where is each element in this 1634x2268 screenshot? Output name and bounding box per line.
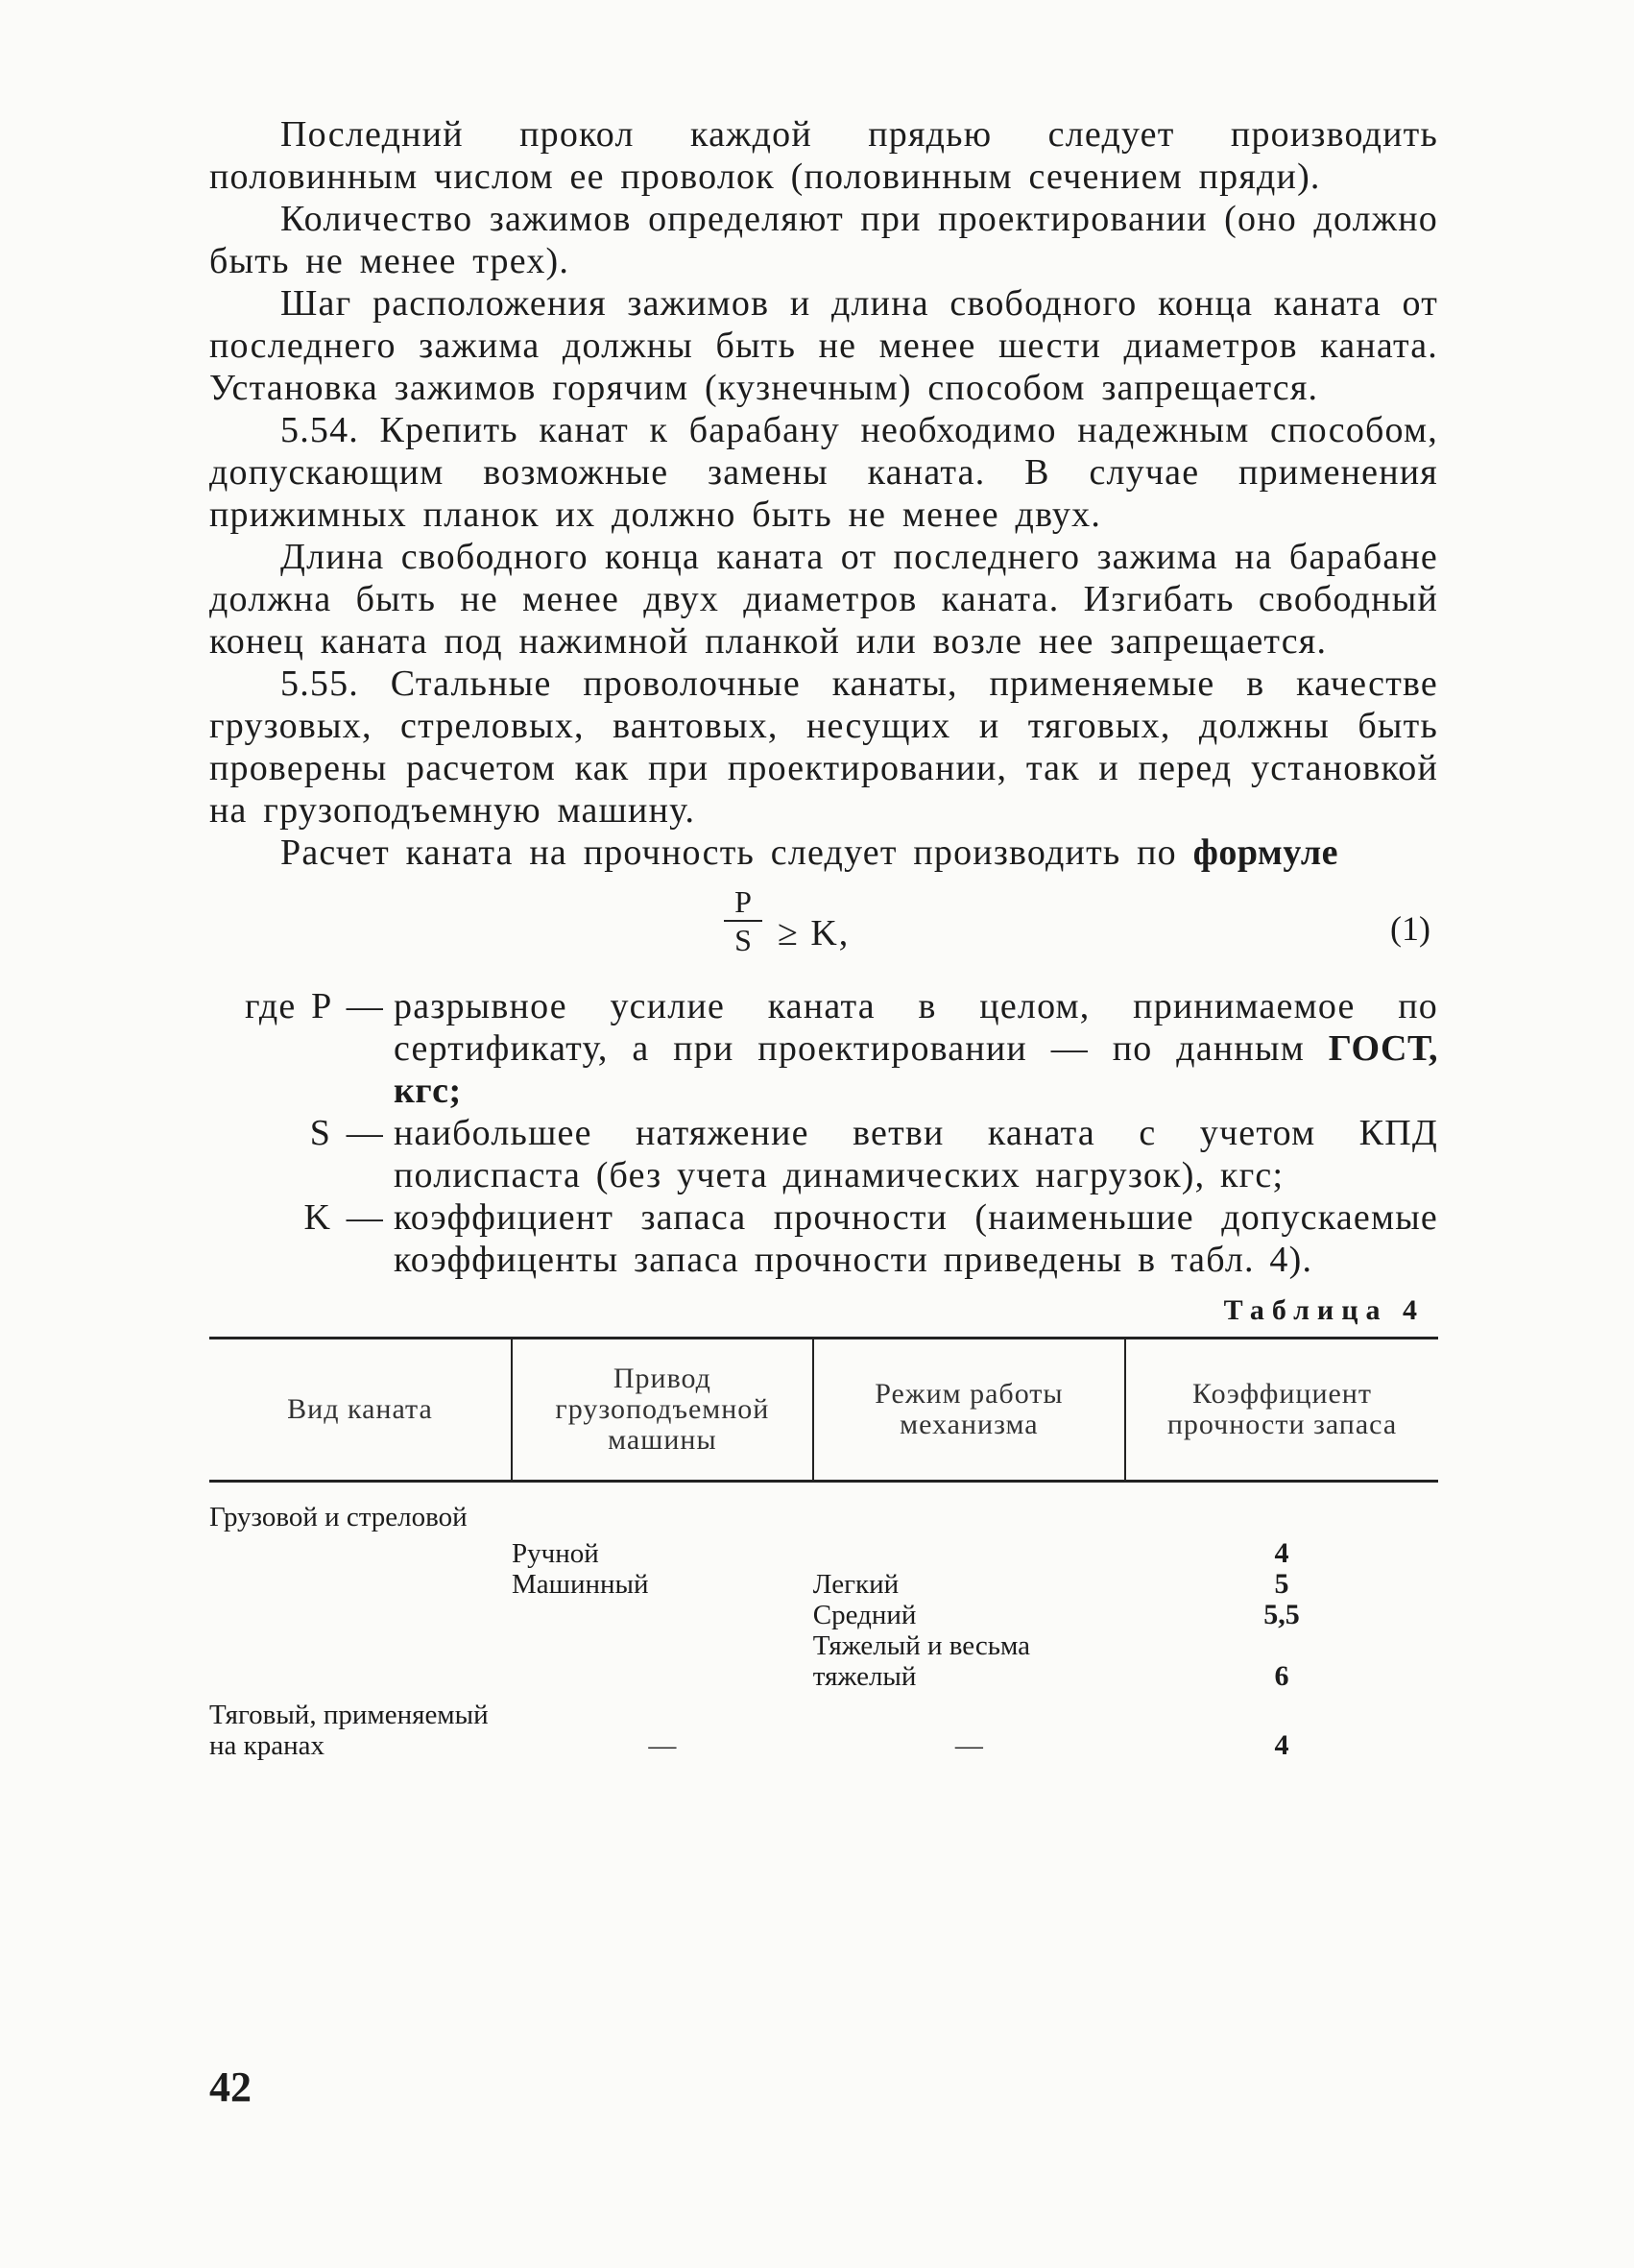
table-row xyxy=(209,1692,1438,1761)
table-cell: Грузовой и стреловой xyxy=(209,1502,468,1532)
paragraph-5-55: 5.55. Стальные проволочные канаты, применяемые в качестве грузовых, стреловых, вантовых, несущих и тяговых, должны быть проверены расчетом как при проектировании, так и перед установкой на грузоподъемную машину. xyxy=(209,664,1438,831)
table-row xyxy=(209,1532,1438,1569)
table-row xyxy=(209,1630,1438,1692)
table-cell: Легкий xyxy=(812,1569,900,1600)
definition-text-bold: ГОСТ, кгс; xyxy=(394,1028,1438,1111)
definition-text: коэффициент запаса прочности (наименьшие допускаемые коэффиценты запаса прочности приведены в табл. 4). xyxy=(394,1197,1438,1280)
table-cell xyxy=(813,1532,1125,1569)
paragraph-clamp-count: Количество зажимов определяют при проектировании (оно должно быть не менее трех). xyxy=(209,199,1438,281)
table-cell: 6 xyxy=(1274,1660,1289,1692)
table-cell xyxy=(512,1630,813,1692)
formula-number: (1) xyxy=(1390,909,1430,948)
definition-text: наибольшее натяжение ветви каната с учетом КПД полиспаста (без учета динамических нагрузок), кгс; xyxy=(394,1113,1438,1195)
paragraph-clamp-spacing: Шаг расположения зажимов и длина свободного конца каната от последнего зажима должны быть не менее шести диаметров каната. Установка зажимов горячим (кузнечным) способом запрещается. xyxy=(209,283,1438,408)
strength-formula xyxy=(209,880,1438,985)
formula-numerator: P xyxy=(724,883,762,922)
table-cell xyxy=(1125,1482,1438,1533)
paragraph-free-end: Длина свободного конца каната от последнего зажима на барабане должна быть не менее двух диаметров каната. Изгибать свободный конец каната под нажимной планкой или возле нее запрещается. xyxy=(209,537,1438,662)
paragraph-calc-intro xyxy=(209,832,1438,874)
table-row xyxy=(209,1482,1438,1533)
table-row xyxy=(209,1600,1438,1630)
rope-safety-table xyxy=(209,1337,1438,1761)
table-caption: Таблица 4 xyxy=(1223,1294,1425,1326)
table-cell xyxy=(209,1532,512,1569)
table-cell: Тяговый, применяемый на кранах xyxy=(209,1700,489,1761)
table-cell: Тяжелый и весьма тяжелый xyxy=(812,1630,1031,1692)
table-cell: Средний xyxy=(812,1600,917,1630)
table-header-row xyxy=(209,1339,1438,1482)
definition-symbol: где P — xyxy=(244,986,384,1026)
formula-definitions xyxy=(209,985,1438,1281)
table-cell xyxy=(209,1600,512,1630)
definition-item xyxy=(209,985,1438,1112)
table-cell: 4 xyxy=(1274,1729,1289,1761)
header-rope-type: Вид каната xyxy=(209,1339,512,1482)
page-number: 42 xyxy=(209,2063,252,2111)
definition-item xyxy=(209,1112,1438,1196)
table-cell xyxy=(512,1600,813,1630)
definition-text: разрывное усилие каната в целом, принимаемое по сертификату, а при проектировании — по данным xyxy=(394,986,1438,1069)
table-cell xyxy=(209,1630,512,1692)
table-cell: — xyxy=(648,1730,677,1761)
table-row xyxy=(209,1569,1438,1600)
definition-symbol: K — xyxy=(303,1197,384,1238)
calc-intro-text: Расчет каната на прочность следует производить по xyxy=(280,832,1177,873)
table-cell: — xyxy=(954,1730,983,1761)
definition-symbol: S — xyxy=(309,1113,384,1153)
table-cell xyxy=(209,1569,512,1600)
page-content xyxy=(209,113,1438,1761)
table-cell: 5,5 xyxy=(1263,1599,1300,1630)
table-cell: Ручной xyxy=(511,1538,599,1569)
header-operating-mode: Режим работы механизма xyxy=(813,1339,1125,1482)
header-drive: Привод грузоподъемной машины xyxy=(512,1339,813,1482)
table-cell xyxy=(813,1482,1125,1533)
paragraph-5-54: 5.54. Крепить канат к барабану необходимо надежным способом, допускающим возможные замены каната. В случае применения прижимных планок их должно быть не менее двух. xyxy=(209,410,1438,535)
formula-relation: ≥ K, xyxy=(778,913,851,953)
table-cell: 4 xyxy=(1274,1537,1289,1569)
definition-item xyxy=(209,1196,1438,1281)
table-cell xyxy=(512,1482,813,1533)
table-cell: 5 xyxy=(1274,1568,1289,1600)
calc-intro-bold: формуле xyxy=(1192,832,1339,873)
paragraph-last-puncture: Последний прокол каждой прядью следует производить половинным числом ее проволок (половинным сечением пряди). xyxy=(209,114,1438,197)
formula-denominator: S xyxy=(734,923,752,957)
table-cell: Машинный xyxy=(511,1569,649,1600)
formula-fraction xyxy=(724,883,762,958)
header-coefficient: Коэффициент прочности запаса xyxy=(1125,1339,1438,1482)
